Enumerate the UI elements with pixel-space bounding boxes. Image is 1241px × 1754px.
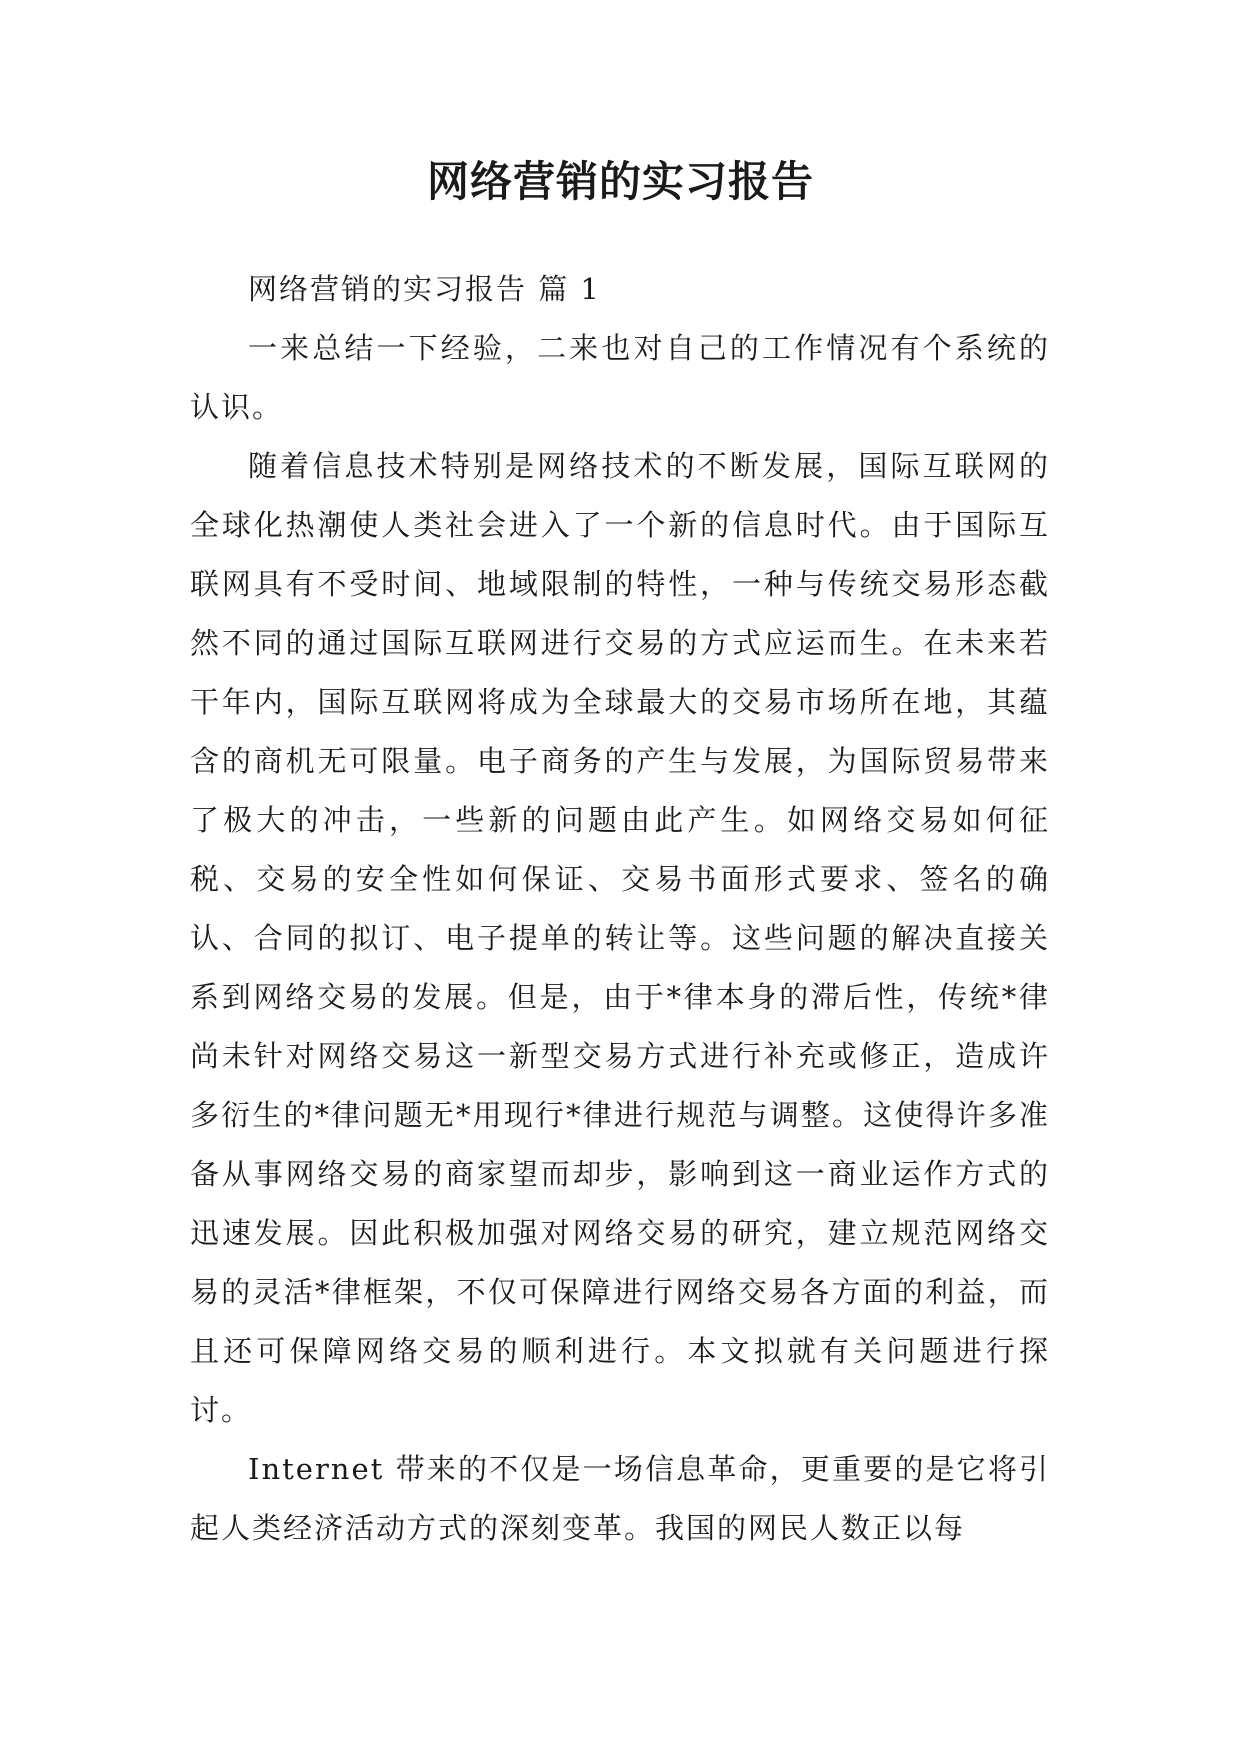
paragraph: 一来总结一下经验，二来也对自己的工作情况有个系统的认识。 — [190, 331, 1050, 424]
document-body — [190, 260, 1050, 1558]
paragraph: 随着信息技术特别是网络技术的不断发展，国际互联网的全球化热潮使人类社会进入了一个新的信息时代。由于国际互联网具有不受时间、地域限制的特性，一种与传统交易形态截然不同的通过国际互联网进行交易的方式应运而生。在未来若干年内，国际互联网将成为全球最大的交易市场所在地，其蕴含的商机无可限量。电子商务的产生与发展，为国际贸易带来了极大的冲击，一些新的问题由此产生。如网络交易如何征税、交易的安全性如何保证、交易书面形式要求、签名的确认、合同的拟订、电子提单的转让等。这些问题的解决直接关系到网络交易的发展。但是，由于*律本身的滞后性，传统*律尚未针对网络交易这一新型交易方式进行补充或修正，造成许多衍生的*律问题无*用现行*律进行规范与调整。这使得许多准备从事网络交易的商家望而却步，影响到这一商业运作方式的迅速发展。因此积极加强对网络交易的研究，建立规范网络交易的灵活*律框架，不仅可保障进行网络交易各方面的利益，而且还可保障网络交易的顺利进行。本文拟就有关问题进行探讨。 — [190, 449, 1050, 1427]
document-title: 网络营销的实习报告 — [426, 157, 814, 206]
section-heading: 网络营销的实习报告 篇 1 — [248, 272, 601, 306]
paragraph: Internet 带来的不仅是一场信息革命，更重要的是它将引起人类经济活动方式的深刻变革。我国的网民人数正以每 — [190, 1452, 1050, 1545]
